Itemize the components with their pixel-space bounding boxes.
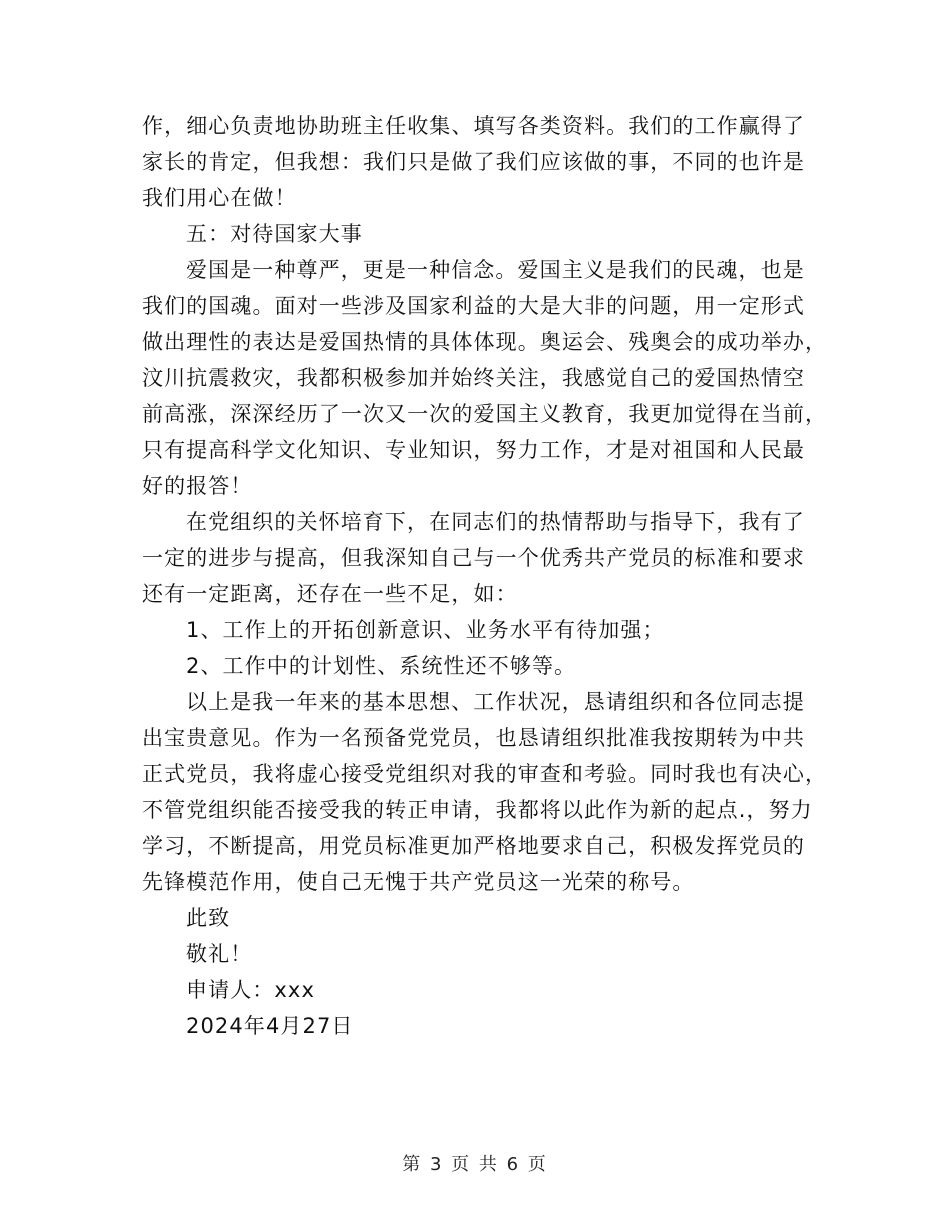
text-line: 做出理性的表达是爱国热情的具体体现。奥运会、残奥会的成功举办，	[142, 330, 828, 354]
text-line: 学习，不断提高，用党员标准更加严格地要求自己，积极发挥党员的	[142, 834, 805, 858]
text-line: 爱国是一种尊严，更是一种信念。爱国主义是我们的民魂，也是	[186, 258, 805, 282]
date-line: 2024年4月27日	[186, 1014, 354, 1038]
document-body	[142, 108, 828, 1044]
text-line: 先锋模范作用，使自己无愧于共产党员这一光荣的称号。	[142, 870, 695, 894]
applicant-line: 申请人：xxx	[186, 978, 315, 1002]
text-line: 我们用心在做！	[142, 186, 297, 210]
text-line: 以上是我一年来的基本思想、工作状况，恳请组织和各位同志提	[186, 690, 805, 714]
page-number-footer: 第 3 页 共 6 页	[402, 1154, 548, 1175]
text-line: 我们的国魂。面对一些涉及国家利益的大是大非的问题，用一定形式	[142, 294, 805, 318]
text-line: 只有提高科学文化知识、专业知识，努力工作，才是对祖国和人民最	[142, 438, 805, 462]
text-line: 还有一定距离，还存在一些不足，如：	[142, 582, 518, 606]
text-line: 不管党组织能否接受我的转正申请，我都将以此作为新的起点.，努力	[142, 798, 813, 822]
closing-line: 此致	[186, 906, 231, 930]
list-item: 2、工作中的计划性、系统性还不够等。	[186, 654, 577, 678]
text-line: 一定的进步与提高，但我深知自己与一个优秀共产党员的标准和要求	[142, 546, 805, 570]
text-line: 前高涨，深深经历了一次又一次的爱国主义教育，我更加觉得在当前，	[142, 402, 828, 426]
text-line: 汶川抗震救灾，我都积极参加并始终关注，我感觉自己的爱国热情空	[142, 366, 805, 390]
list-item: 1、工作上的开拓创新意识、业务水平有待加强；	[186, 618, 665, 642]
text-line: 出宝贵意见。作为一名预备党党员，也恳请组织批准我按期转为中共	[142, 726, 805, 750]
section-heading: 五：对待国家大事	[186, 222, 363, 246]
salutation-line: 敬礼！	[186, 942, 253, 966]
text-line: 好的报答！	[142, 474, 253, 498]
text-line: 作，细心负责地协助班主任收集、填写各类资料。我们的工作赢得了	[142, 114, 805, 138]
text-line: 家长的肯定，但我想：我们只是做了我们应该做的事，不同的也许是	[142, 150, 805, 174]
text-line: 在党组织的关怀培育下，在同志们的热情帮助与指导下，我有了	[186, 510, 805, 534]
text-line: 正式党员，我将虚心接受党组织对我的审查和考验。同时我也有决心，	[142, 762, 828, 786]
